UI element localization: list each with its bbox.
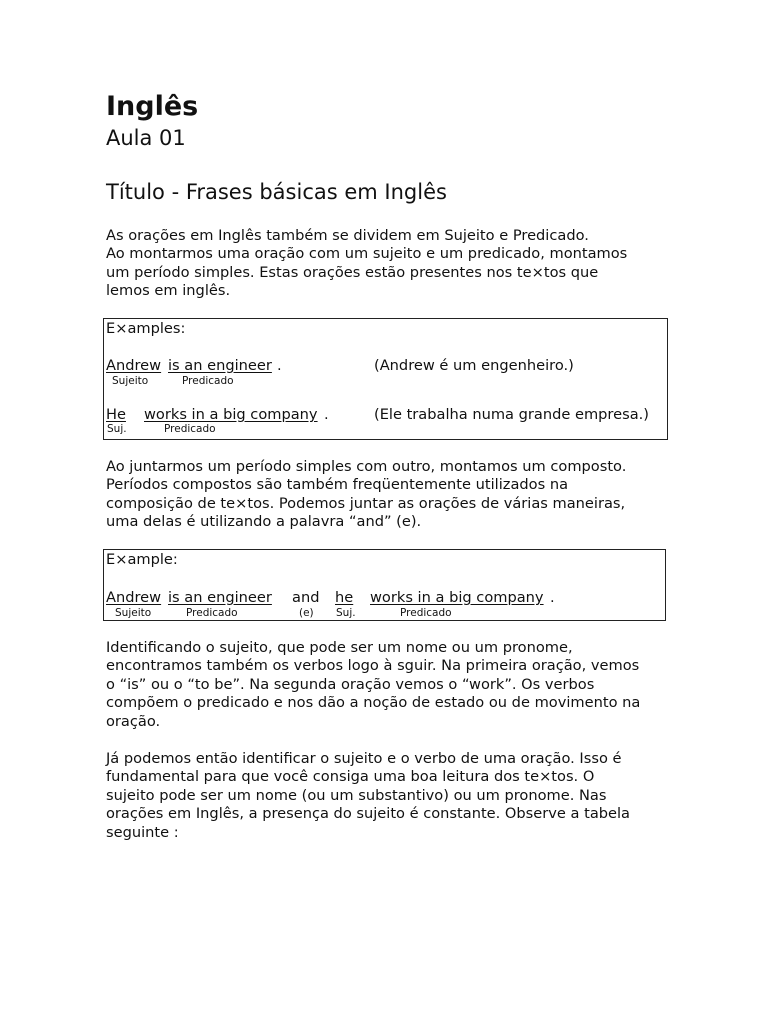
paragraph-line: sujeito pode ser um nome (ou um substantivo) ou um pronome. Nas bbox=[106, 786, 607, 804]
paragraph-line: o “is” ou o “to be”. Na segunda oração vemos o “work”. Os verbos bbox=[106, 675, 595, 693]
paragraph-line: Períodos compostos são também freqüentemente utilizados na bbox=[106, 476, 569, 494]
paragraph-line: lemos em inglês. bbox=[106, 282, 231, 300]
example-subject: He bbox=[106, 406, 126, 423]
example-translation: (Ele trabalha numa grande empresa.) bbox=[374, 406, 649, 423]
paragraph-line: As orações em Inglês também se dividem em Sujeito e Predicado. bbox=[106, 227, 589, 244]
examples-box bbox=[103, 318, 668, 440]
example-heading: E×ample: bbox=[106, 551, 178, 568]
predicate-label: Predicado bbox=[400, 607, 452, 619]
conjunction-label: (e) bbox=[299, 607, 314, 619]
example-conjunction: and bbox=[292, 589, 320, 606]
predicate-label: Predicado bbox=[164, 423, 216, 435]
predicate-label: Predicado bbox=[182, 375, 234, 387]
example-translation: (Andrew é um engenheiro.) bbox=[374, 357, 574, 374]
example-predicate: is an engineer bbox=[168, 357, 272, 374]
paragraph-line: encontramos também os verbos logo à sguir. Na primeira oração, vemos bbox=[106, 657, 640, 675]
paragraph-3 bbox=[106, 639, 640, 731]
paragraph-line: Identificando o sujeito, que pode ser um nome ou um pronome, bbox=[106, 639, 573, 656]
paragraph-line: um período simples. Estas orações estão presentes nos te×tos que bbox=[106, 263, 599, 281]
example-punctuation: . bbox=[550, 589, 555, 606]
paragraph-4 bbox=[106, 750, 630, 842]
example-subject: Andrew bbox=[106, 589, 162, 606]
paragraph-line: oração. bbox=[106, 712, 161, 730]
paragraph-line: uma delas é utilizando a palavra “and” (e). bbox=[106, 513, 422, 531]
example-subject: Andrew bbox=[106, 357, 162, 374]
subject-label: Suj. bbox=[107, 423, 127, 435]
examples-heading: E×amples: bbox=[106, 320, 186, 337]
example-subject: he bbox=[335, 589, 354, 606]
example-punctuation: . bbox=[277, 357, 282, 374]
subject-label: Sujeito bbox=[112, 375, 149, 387]
paragraph-line: Ao montarmos uma oração com um sujeito e um predicado, montamos bbox=[106, 245, 628, 263]
paragraph-line: composição de te×tos. Podemos juntar as orações de várias maneiras, bbox=[106, 494, 626, 512]
paragraph-line: fundamental para que você consiga uma boa leitura dos te×tos. O bbox=[106, 768, 595, 786]
document-title: Inglês bbox=[106, 91, 199, 122]
predicate-label: Predicado bbox=[186, 607, 238, 619]
subject-label: Suj. bbox=[336, 607, 356, 619]
example-punctuation: . bbox=[324, 406, 329, 423]
example-predicate: is an engineer bbox=[168, 589, 272, 606]
paragraph-line: orações em Inglês, a presença do sujeito é constante. Observe a tabela bbox=[106, 805, 630, 823]
paragraph-line: compõem o predicado e nos dão a noção de estado ou de movimento na bbox=[106, 694, 641, 712]
paragraph-line: Ao juntarmos um período simples com outro, montamos um composto. bbox=[106, 458, 627, 475]
paragraph-line: seguinte : bbox=[106, 823, 179, 841]
subject-label: Sujeito bbox=[115, 607, 152, 619]
section-title: Título - Frases básicas em Inglês bbox=[106, 180, 447, 204]
lesson-label: Aula 01 bbox=[106, 126, 186, 150]
example-predicate: works in a big company bbox=[370, 589, 544, 606]
paragraph-1 bbox=[106, 227, 627, 301]
paragraph-2 bbox=[106, 458, 626, 532]
example-predicate: works in a big company bbox=[144, 406, 318, 423]
example-box bbox=[103, 549, 666, 621]
paragraph-line: Já podemos então identificar o sujeito e o verbo de uma oração. Isso é bbox=[106, 750, 622, 767]
